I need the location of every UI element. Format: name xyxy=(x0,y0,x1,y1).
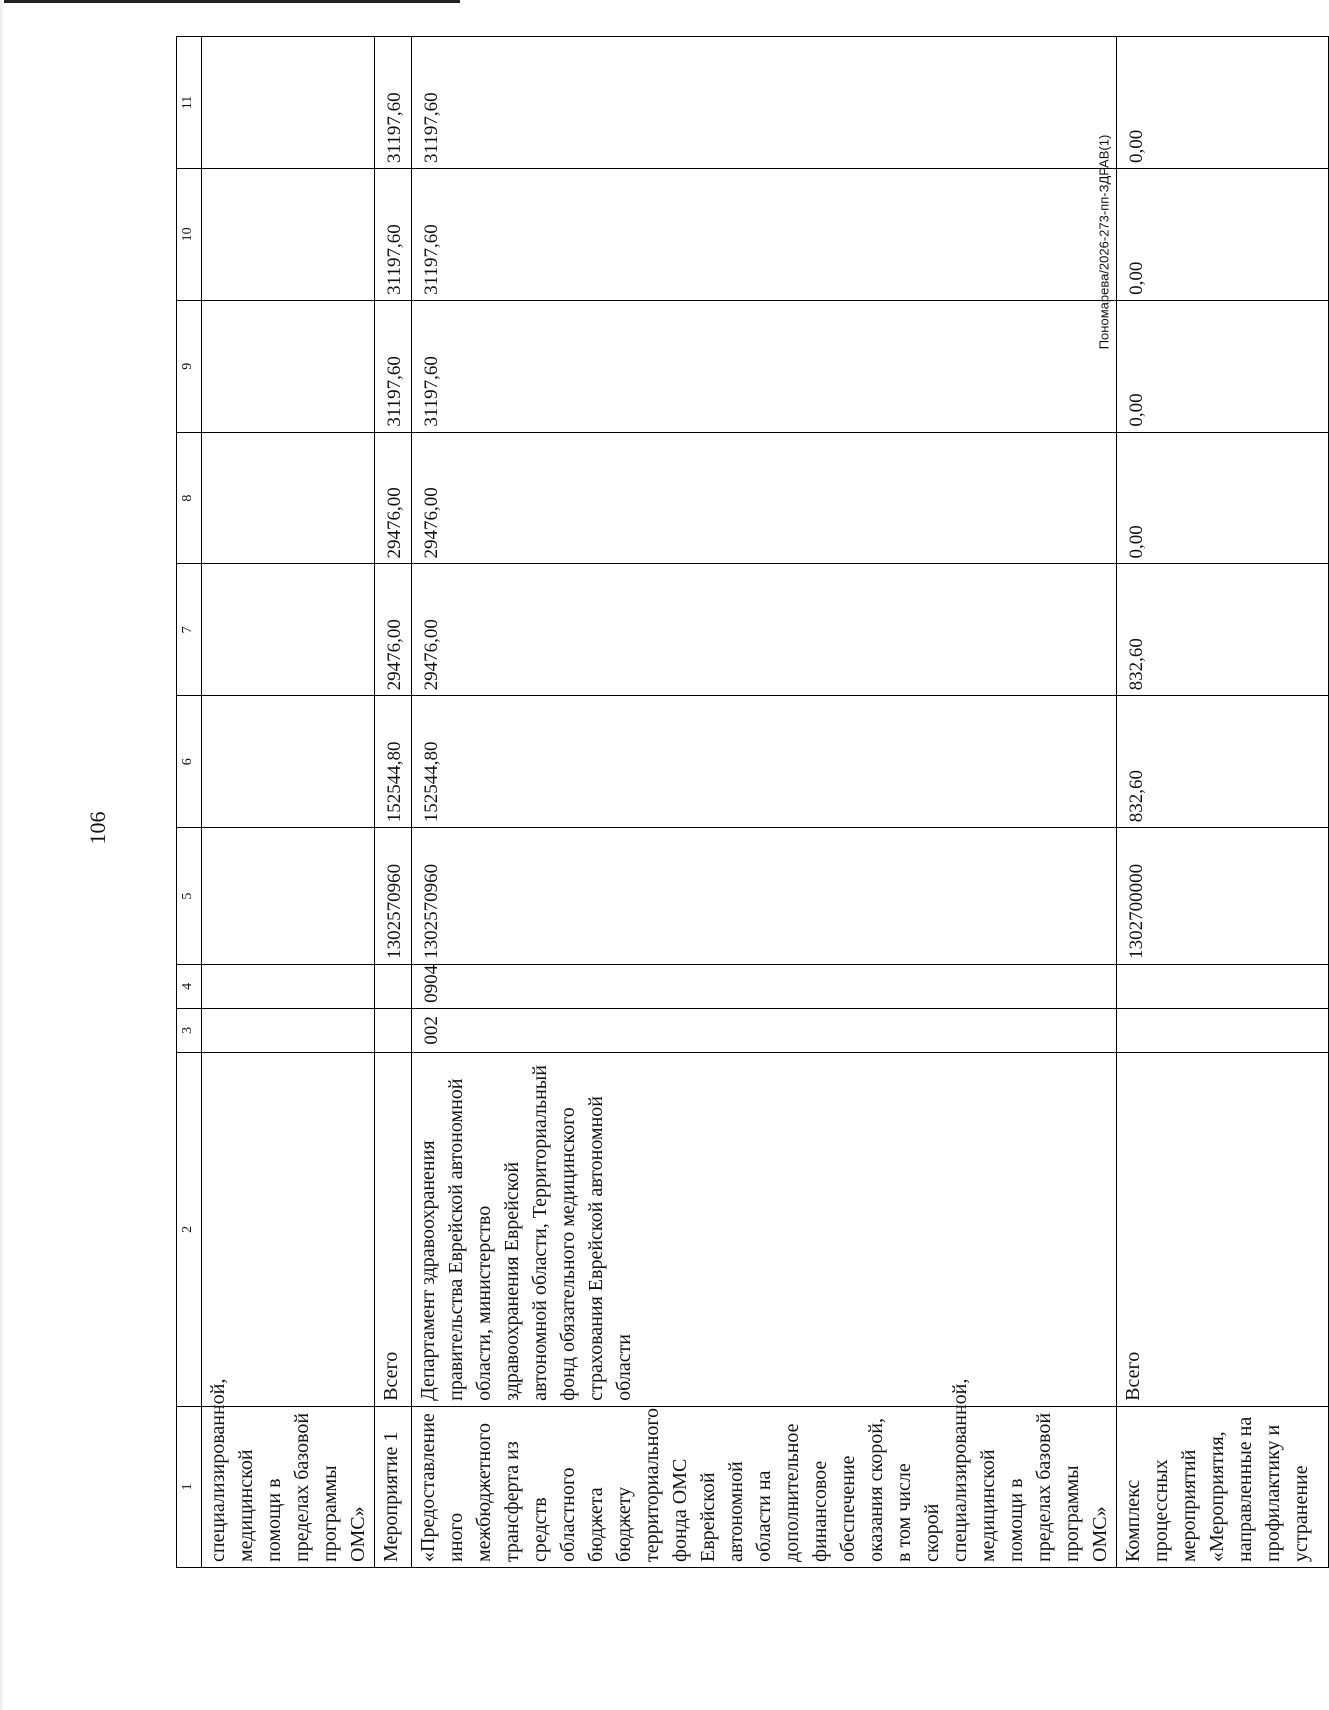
column-number: 10 xyxy=(177,168,202,300)
column-number: 2 xyxy=(177,1052,202,1406)
cell-amount: 31197,60 xyxy=(412,37,1117,169)
column-number: 9 xyxy=(177,300,202,432)
cell-empty xyxy=(375,1008,412,1052)
cell-code: 1302570960 xyxy=(412,828,1117,965)
cell-name: «Предоставление иного межбюджетного трансферта из средств областного бюджета бюджету территориального фонда ОМС Еврейской автономной области на дополнительное финансовое обеспечение оказания скорой, в том числе скорой специализированной, медицинской помощи в пределах базовой программы ОМС» xyxy=(412,1406,1117,1567)
column-number: 1 xyxy=(177,1406,202,1567)
cell-amount: 0,00 xyxy=(1117,168,1329,300)
cell-empty xyxy=(202,432,375,564)
cell-empty xyxy=(1117,964,1329,1008)
column-number-row xyxy=(177,37,202,1568)
cell-name: специализированной, медицинской помощи в пределах базовой программы ОМС» xyxy=(202,1406,375,1567)
cell-amount: 31197,60 xyxy=(412,168,1117,300)
scan-edge-top xyxy=(0,0,460,3)
cell-empty xyxy=(202,37,375,169)
cell-amount: 31197,60 xyxy=(375,168,412,300)
document-code: Пономарева/2026-273-пп-ЗДРАВ(1) xyxy=(1096,134,1112,350)
column-number: 4 xyxy=(177,964,202,1008)
cell-empty xyxy=(202,300,375,432)
cell-empty xyxy=(202,696,375,828)
cell-executor: Департамент здравоохранения правительства Еврейской автономной области, министерство здравоохранения Еврейской автономной области, Территориальный фонд обязательного медицинского страхования Еврейской автономной области xyxy=(412,1052,1117,1406)
column-number: 7 xyxy=(177,564,202,696)
cell-amount: 152544,80 xyxy=(375,696,412,828)
table-row-event-total xyxy=(375,37,412,1568)
column-number: 5 xyxy=(177,828,202,965)
cell-amount: 0,00 xyxy=(1117,37,1329,169)
cell-amount: 29476,00 xyxy=(412,564,1117,696)
cell-empty xyxy=(202,1052,375,1406)
cell-empty xyxy=(375,964,412,1008)
cell-gr: 002 xyxy=(412,1008,1117,1052)
cell-amount: 0,00 xyxy=(1117,300,1329,432)
table-row-continuation xyxy=(202,37,375,1568)
cell-name: Мероприятие 1 xyxy=(375,1406,412,1567)
cell-amount: 31197,60 xyxy=(375,300,412,432)
cell-amount: 152544,80 xyxy=(412,696,1117,828)
cell-code: 1302570960 xyxy=(375,828,412,965)
cell-amount: 832,60 xyxy=(1117,696,1329,828)
cell-name: Комплекс процессных мероприятий «Мероприятия, направленные на профилактику и устранение xyxy=(1117,1406,1329,1567)
cell-code: 1302700000 xyxy=(1117,828,1329,965)
cell-empty xyxy=(202,964,375,1008)
cell-executor: Всего xyxy=(375,1052,412,1406)
table-row-event-detail xyxy=(412,37,1117,1568)
cell-amount: 29476,00 xyxy=(375,564,412,696)
cell-amount: 29476,00 xyxy=(375,432,412,564)
column-number: 11 xyxy=(177,37,202,169)
cell-empty xyxy=(202,828,375,965)
page-number: 106 xyxy=(85,811,110,845)
cell-amount: 29476,00 xyxy=(412,432,1117,564)
cell-amount: 0,00 xyxy=(1117,432,1329,564)
cell-empty xyxy=(202,1008,375,1052)
cell-amount: 832,60 xyxy=(1117,564,1329,696)
cell-executor: Всего xyxy=(1117,1052,1329,1406)
cell-empty xyxy=(202,168,375,300)
cell-amount: 31197,60 xyxy=(375,37,412,169)
column-number: 6 xyxy=(177,696,202,828)
budget-table xyxy=(176,36,1329,1568)
column-number: 8 xyxy=(177,432,202,564)
table-row-complex xyxy=(1117,37,1329,1568)
cell-empty xyxy=(1117,1008,1329,1052)
column-number: 3 xyxy=(177,1008,202,1052)
cell-empty xyxy=(202,564,375,696)
cell-section: 0904 xyxy=(412,964,1117,1008)
cell-amount: 31197,60 xyxy=(412,300,1117,432)
scan-edge-left xyxy=(0,0,4,1710)
